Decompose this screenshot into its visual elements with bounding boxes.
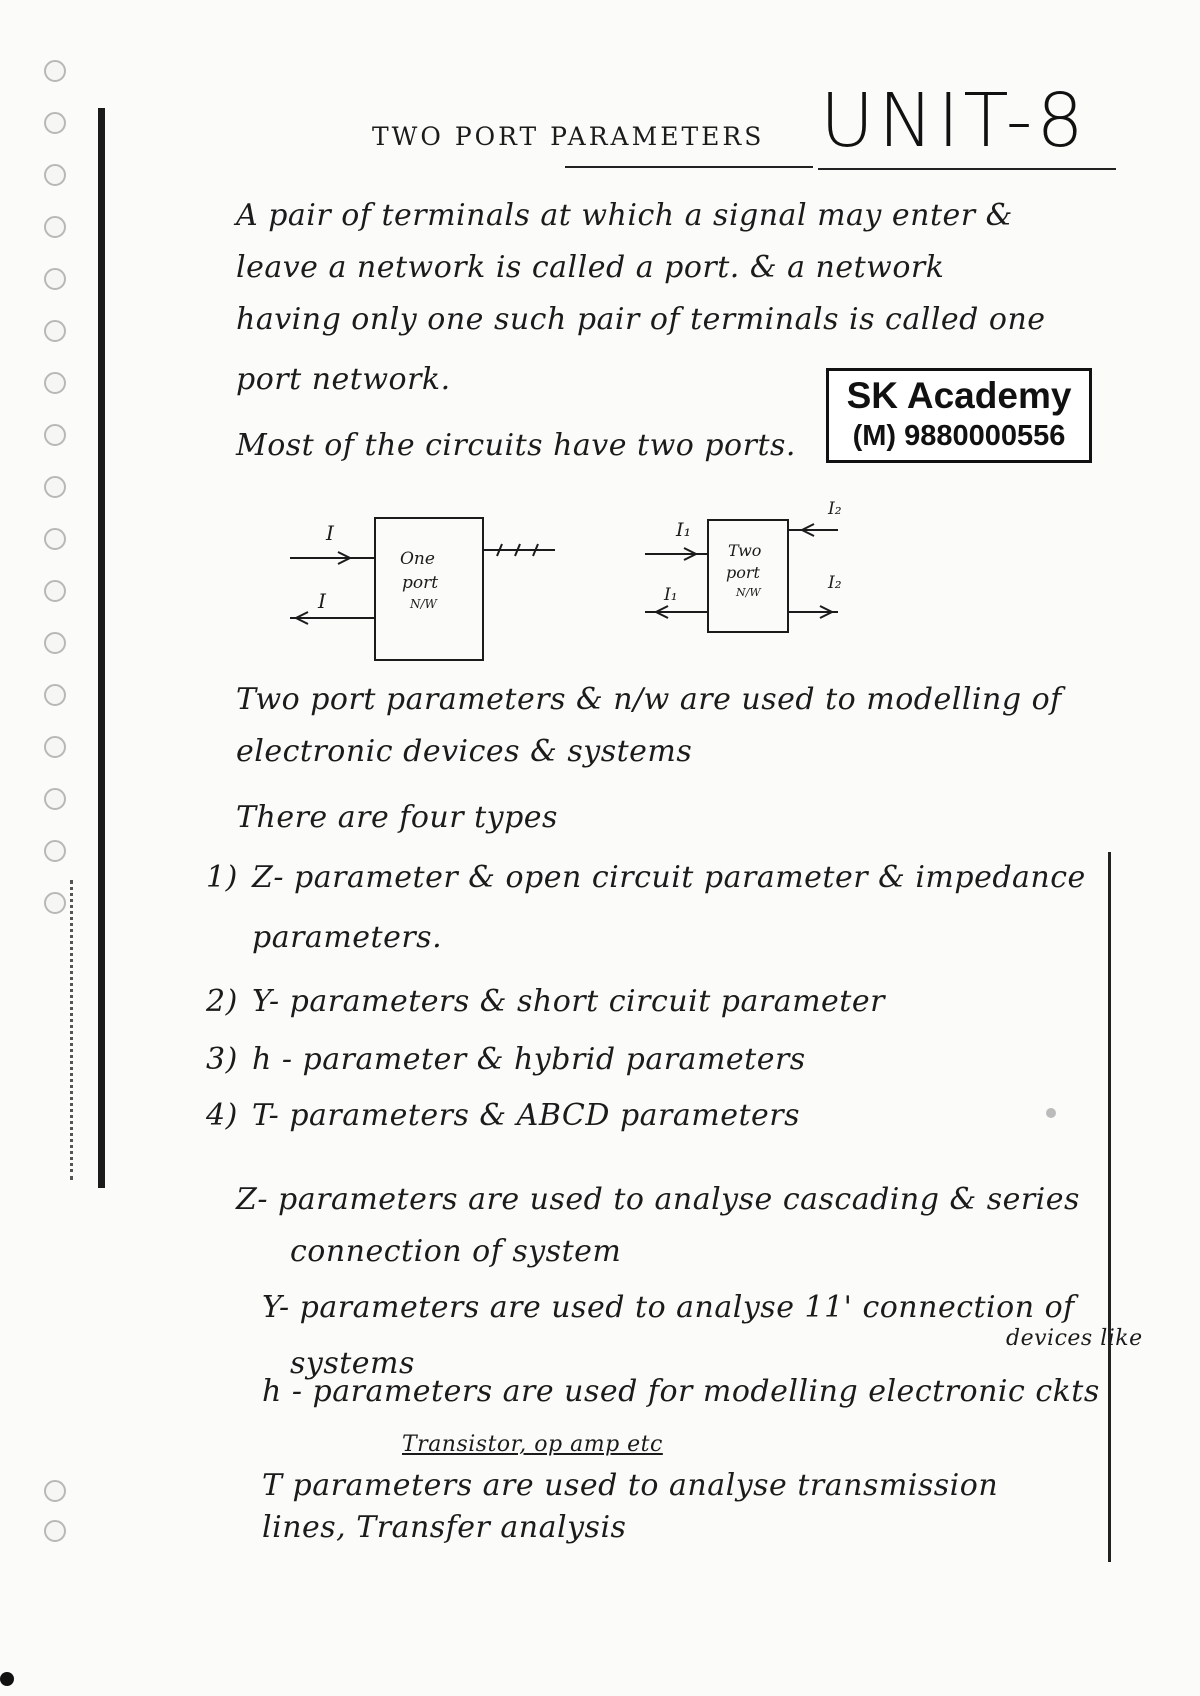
stamp-name: SK Academy [846, 375, 1072, 416]
binder-hole [44, 580, 66, 602]
binder-hole [44, 892, 66, 914]
type-4-text: T- parameters & ABCD parameters [252, 1098, 801, 1133]
binder-holes [44, 60, 80, 1540]
paper-smudge [1046, 1108, 1056, 1118]
binder-hole [44, 476, 66, 498]
type-3-num: 3) [206, 1042, 238, 1077]
h-use-line-2: Transistor, op amp etc [402, 1432, 663, 1457]
t-use-line-2: lines, Transfer analysis [262, 1510, 627, 1545]
types-intro: There are four types [236, 800, 558, 835]
intro-line-5: Most of the circuits have two ports. [236, 428, 796, 463]
unit-underline [818, 168, 1116, 170]
type-1-text-cont: parameters. [252, 920, 443, 955]
one-port-label-3: N/W [410, 597, 437, 611]
use-line-2: electronic devices & systems [236, 734, 693, 769]
right-margin-line [1108, 852, 1111, 1562]
y-use-line-1: Y- parameters are used to analyse 11' connection of [262, 1290, 1075, 1325]
binder-hole [44, 684, 66, 706]
t-use-line-1: T parameters are used to analyse transmission [262, 1468, 999, 1503]
page-title: TWO PORT PARAMETERS [372, 122, 765, 151]
binder-hole [44, 372, 66, 394]
z-use-line-2: connection of system [290, 1234, 622, 1269]
two-port-label-3: N/W [736, 586, 761, 599]
binder-hole [44, 320, 66, 342]
two-port-label-2: port [726, 563, 760, 582]
one-port-label-1: One [400, 549, 435, 569]
two-port-i1-out: I₁ [664, 585, 678, 605]
binder-hole [44, 424, 66, 446]
title-underline [565, 166, 813, 168]
binder-hole [44, 164, 66, 186]
binder-hole [44, 1520, 66, 1542]
one-port-current-out: I [318, 589, 326, 613]
binder-hole [44, 268, 66, 290]
binder-hole [44, 736, 66, 758]
type-3-text: h - parameter & hybrid parameters [252, 1042, 806, 1077]
binder-hole [44, 112, 66, 134]
two-port-i2-out: I₂ [828, 573, 842, 593]
unit-heading: UNIT-8 [820, 78, 1088, 164]
intro-line-2: leave a network is called a port. & a network [236, 250, 945, 285]
y-use-line-2: systems [290, 1346, 415, 1381]
two-port-label-1: Two [728, 541, 762, 560]
intro-line-3: having only one such pair of terminals is called one [236, 302, 1046, 337]
use-line-1: Two port parameters & n/w are used to modelling of [236, 682, 1062, 717]
binder-hole [44, 840, 66, 862]
type-1-text: Z- parameter & open circuit parameter & impedance [252, 860, 1086, 895]
binder-hole [44, 60, 66, 82]
corner-mark [0, 1672, 14, 1686]
stamp-phone: (M) 9880000556 [852, 420, 1066, 452]
type-2-num: 2) [206, 984, 238, 1019]
binder-hole [44, 632, 66, 654]
z-use-line-1: Z- parameters are used to analyse cascading & series [236, 1182, 1080, 1217]
binder-hole [44, 216, 66, 238]
binder-hole [44, 1480, 66, 1502]
one-port-current-in: I [326, 521, 334, 545]
left-margin-line [98, 108, 105, 1188]
left-margin-dotted-line [70, 880, 76, 1180]
two-port-i1-in: I₁ [676, 519, 692, 541]
one-port-label-2: port [402, 573, 439, 593]
two-port-i2-in: I₂ [828, 500, 842, 519]
binder-hole [44, 528, 66, 550]
type-1-num: 1) [206, 860, 238, 895]
binder-hole [44, 788, 66, 810]
sk-academy-stamp [826, 368, 1092, 463]
type-2-text: Y- parameters & short circuit parameter [252, 984, 885, 1019]
intro-line-1: A pair of terminals at which a signal may enter & [236, 198, 1013, 233]
type-4-num: 4) [206, 1098, 238, 1133]
h-use-line-1: h - parameters are used for modelling electronic ckts [262, 1374, 1100, 1409]
port-network-diagram [280, 500, 900, 680]
h-note: devices like [1006, 1326, 1143, 1351]
intro-line-4: port network. [236, 362, 451, 397]
